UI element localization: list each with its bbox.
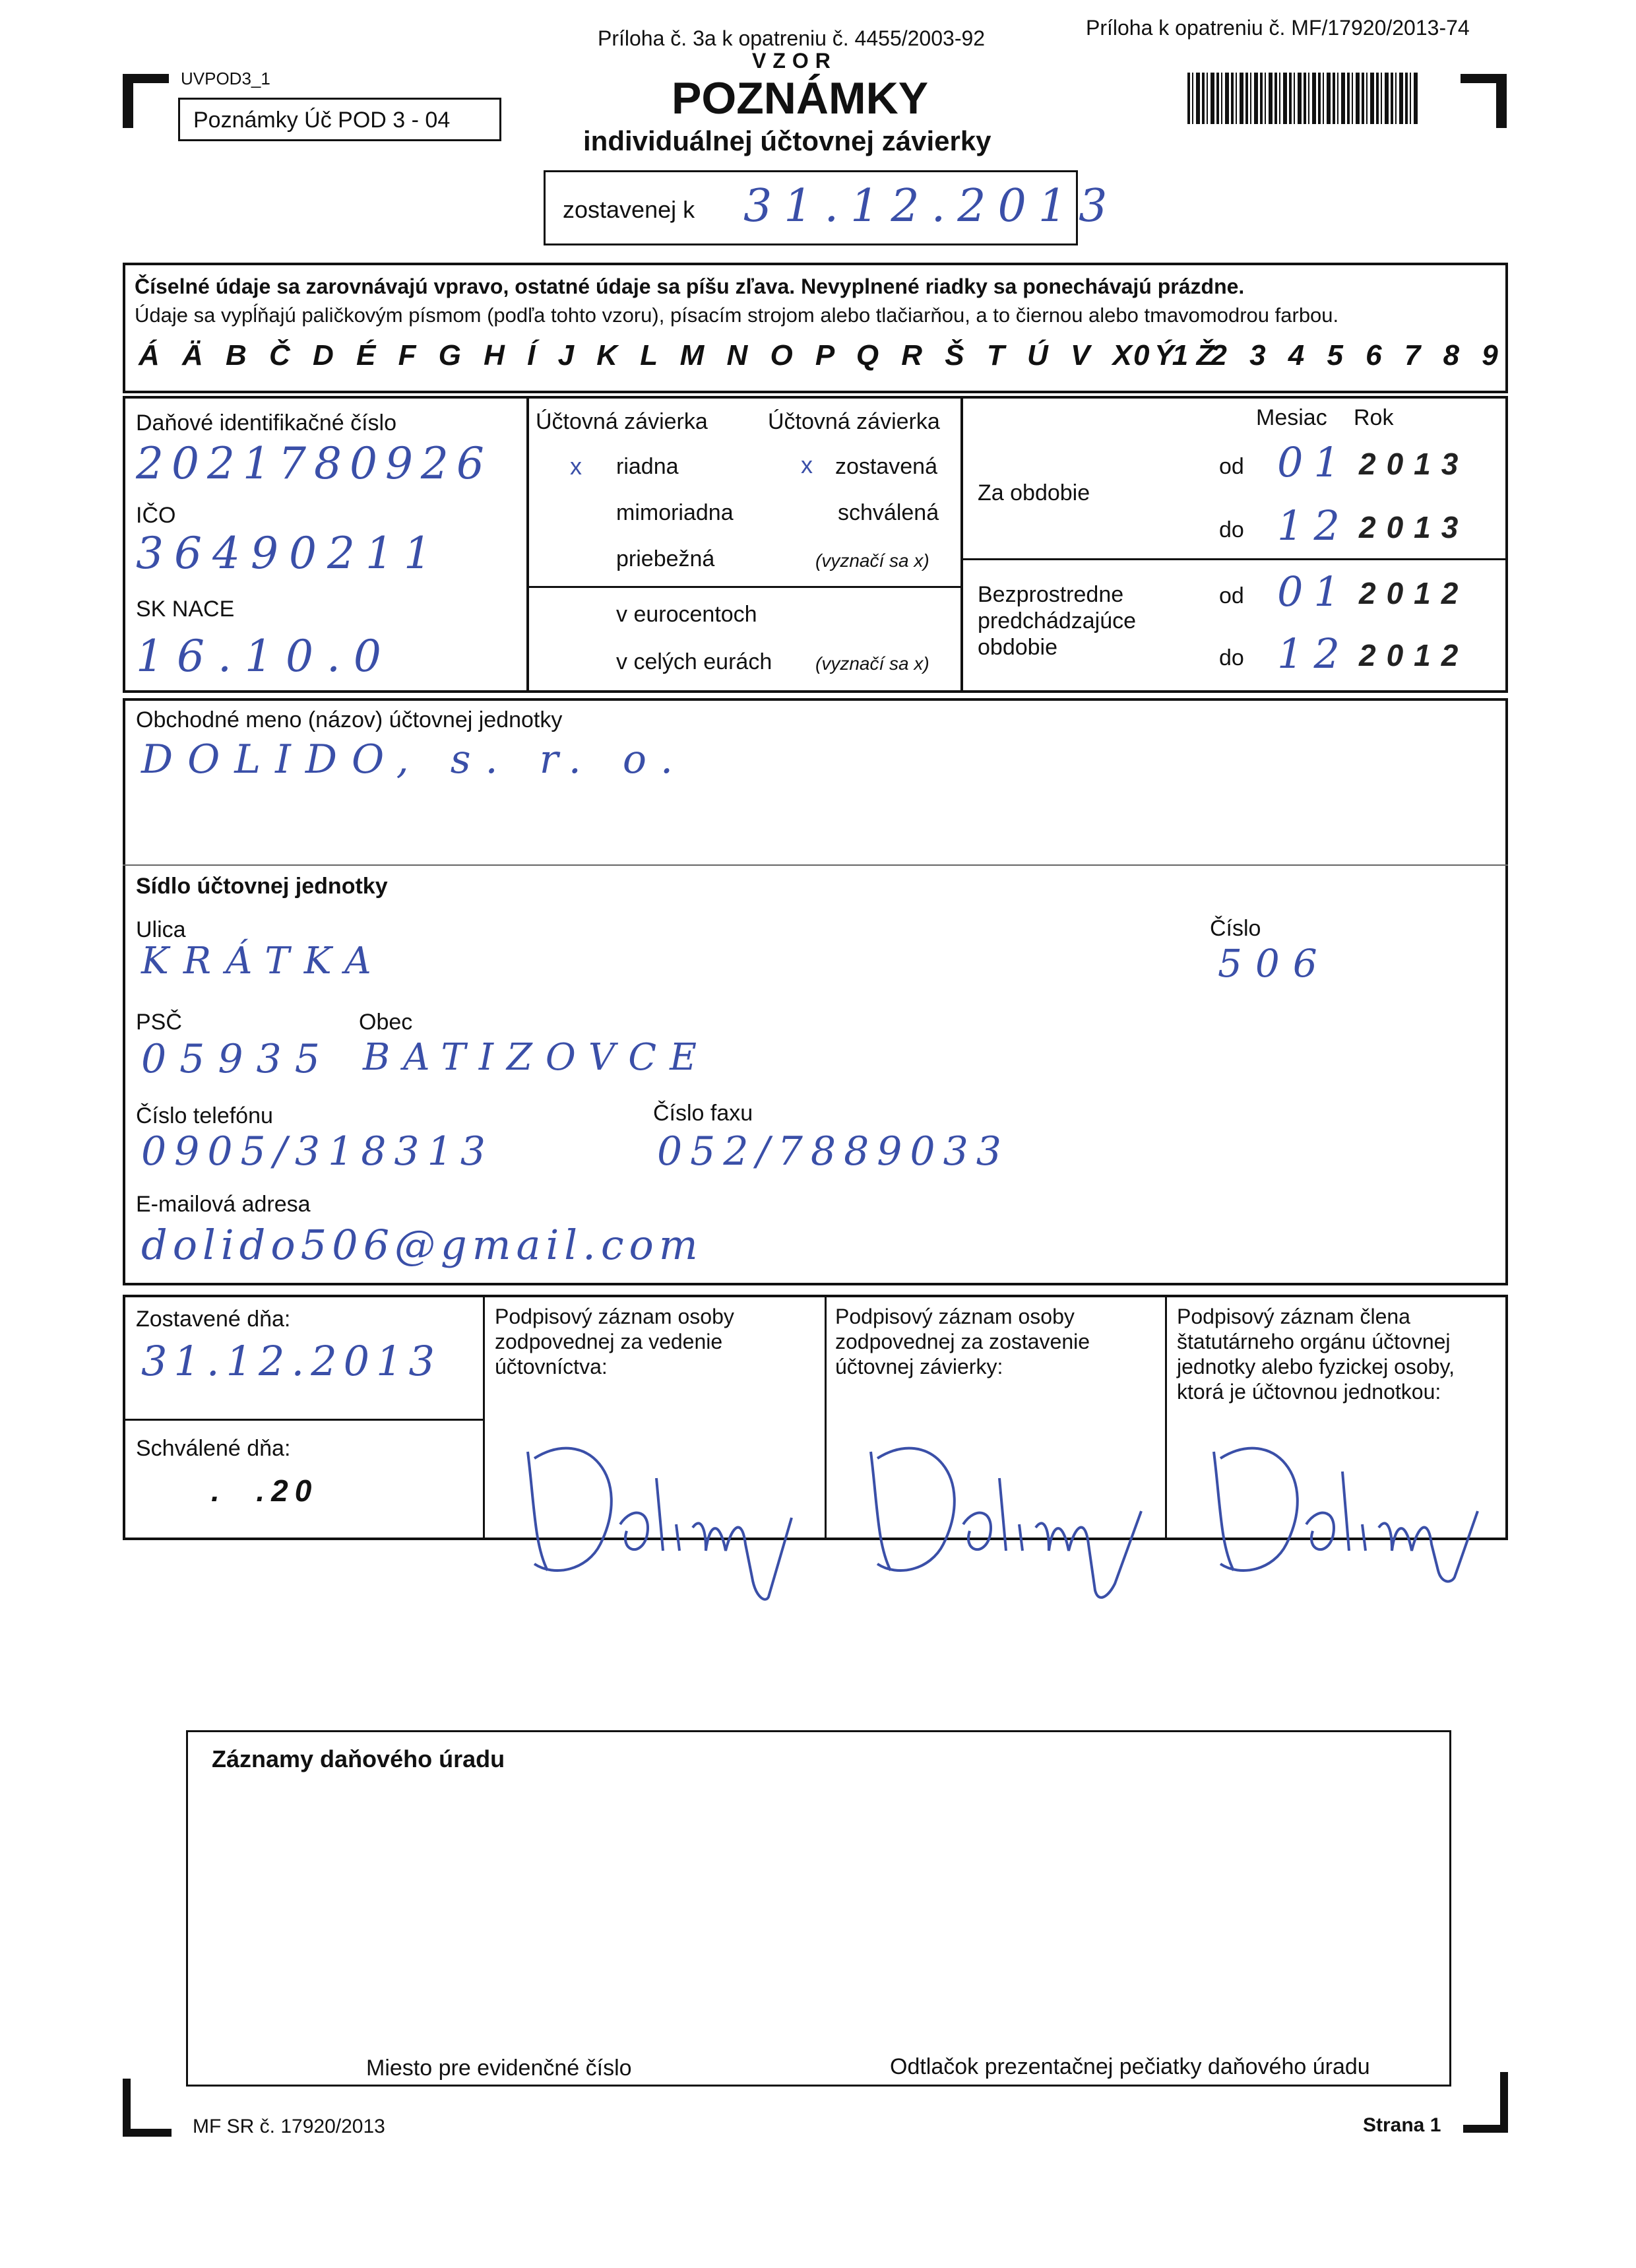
divider-h-period [960,558,1508,560]
approval-divider-v2 [825,1295,827,1540]
corner-mark-bottom-left-h [123,2129,172,2137]
city-value: BATIZOVCE [363,1036,710,1079]
approval-divider-v1 [483,1295,485,1540]
compiled-date-value: 31.12.2013 [743,180,1119,232]
phone-label: Číslo telefónu [136,1103,273,1128]
sig1-label: Podpisový záznam osoby zodpovednej za vedenie účtovníctva: [495,1305,734,1378]
year-header: Rok [1354,405,1394,430]
ico-value: 36490211 [136,528,442,579]
signature-1 [508,1399,811,1610]
divider-v2 [960,396,963,693]
divider-v1 [526,396,529,693]
company-name-value: DOLIDO, s. r. o. [141,736,688,783]
mark-note-1: (vyznačí sa x) [815,550,929,571]
company-section [123,698,1508,1285]
page-subtitle: individuálnej účtovnej závierky [583,125,991,156]
sig2-label: Podpisový záznam osoby zodpovednej za zostavenie účtovnej závierky: [835,1305,1090,1378]
priebezna-label: priebežná [616,546,715,571]
instructions-line-2: Údaje sa vypĺňajú paličkovým písmom (podľa tohto vzoru), písacím strojom alebo tlačiarňou, a to čiernou alebo tmavomodrou farbou. [135,304,1339,327]
cur-to-month: 12 [1277,502,1350,550]
closing-header-2: Účtovná závierka [768,409,940,434]
corner-mark-bottom-right-h [1463,2125,1508,2133]
eurocent-label: v eurocentoch [616,602,757,627]
number-value: 506 [1218,941,1331,986]
email-value: dolido506@gmail.com [141,1221,703,1269]
company-name-label: Obchodné meno (názov) účtovnej jednotky [136,707,563,732]
footer-left: MF SR č. 17920/2013 [193,2116,385,2137]
sample-letters: Á Ä B Č D É F G H Í J K L M N O P Q R Š T Ú V X Ý Ž [139,339,1217,372]
psc-value: 05935 [141,1036,333,1082]
cur-from-month: 01 [1277,438,1350,486]
form-name: Poznámky Úč POD 3 - 04 [193,108,451,133]
evidence-label: Miesto pre evidenčné číslo [366,2056,632,2081]
riadna-checkmark[interactable]: x [570,453,582,480]
annex-2: Príloha k opatreniu č. MF/17920/2013-74 [1086,16,1470,40]
prev-period-label-1: Bezprostredne [978,582,1124,607]
seat-label: Sídlo účtovnej jednotky [136,874,388,899]
corner-mark-top-right-h [1461,74,1507,83]
cur-od-label: od [1219,454,1244,479]
company-divider [123,864,1508,866]
number-label: Číslo [1210,916,1261,941]
prev-from-year: 2012 [1359,576,1469,610]
mark-note-2: (vyznačí sa x) [815,653,929,674]
compiled-date-box [544,170,1119,245]
page-title: POZNÁMKY [672,73,929,123]
signature-2 [851,1399,1154,1610]
tax-office-title: Záznamy daňového úradu [212,1745,505,1772]
compiled-on-value: 31.12.2013 [141,1337,441,1385]
cur-to-year: 2013 [1359,510,1469,544]
month-header: Mesiac [1256,405,1327,430]
cur-from-year: 2013 [1359,447,1469,481]
signature-3 [1194,1399,1497,1610]
prev-do-label: do [1219,645,1244,670]
mimoriadna-label: mimoriadna [616,500,734,525]
stamp-label: Odtlačok prezentačnej pečiatky daňového úradu [890,2054,1370,2079]
fax-label: Číslo faxu [653,1101,753,1126]
compiled-on-label: Zostavené dňa: [136,1307,291,1332]
nace-label: SK NACE [136,597,235,622]
approved-on-value: . .20 [211,1474,319,1508]
corner-mark-bottom-left [123,2079,131,2137]
approval-divider-h [123,1419,484,1421]
fax-value: 052/7889033 [657,1128,1009,1175]
zostavena-label: zostavená [835,454,937,479]
phone-value: 0905/318313 [141,1128,493,1175]
street-label: Ulica [136,917,186,942]
approval-divider-v3 [1165,1295,1167,1540]
cur-do-label: do [1219,517,1244,542]
email-label: E-mailová adresa [136,1192,311,1217]
tax-office-box [186,1730,1451,2087]
zostavena-checkmark[interactable]: x [801,451,813,478]
annex-1: Príloha č. 3a k opatreniu č. 4455/2003-92 [598,26,986,50]
prev-to-month: 12 [1277,630,1350,678]
nace-value: 16.10.0 [136,631,394,682]
divider-h-closing [526,586,962,588]
ico-label: IČO [136,503,176,528]
closing-header-1: Účtovná závierka [536,409,708,434]
approved-on-label: Schválené dňa: [136,1436,291,1461]
compiled-date-label: zostavenej k [563,196,695,223]
vzor-label: VZOR [752,49,837,73]
riadna-label: riadna [616,454,679,479]
prev-od-label: od [1219,583,1244,608]
street-value: KRÁTKA [141,940,386,983]
prev-to-year: 2012 [1359,638,1469,672]
footer-page-number: Strana 1 [1363,2114,1441,2136]
sample-digits: 0 1 2 3 4 5 6 7 8 9 [1133,339,1501,372]
dic-value: 2021780926 [136,438,492,489]
barcode [1187,73,1418,124]
instructions-line-1: Číselné údaje sa zarovnávajú vpravo, ostatné údaje sa píšu zľava. Nevyplnené riadky sa ponechávajú prázdne. [135,275,1245,298]
corner-mark-top-left-h [123,74,169,83]
form-name-box [178,98,501,141]
city-label: Obec [359,1010,413,1035]
current-period-label: Za obdobie [978,480,1090,505]
prev-period-label-3: obdobie [978,635,1058,660]
dic-label: Daňové identifikačné číslo [136,410,397,436]
form-code: UVPOD3_1 [181,69,270,88]
prev-from-month: 01 [1277,567,1350,616]
psc-label: PSČ [136,1010,182,1035]
instructions-box [123,263,1508,393]
prev-period-label-2: predchádzajúce [978,608,1137,633]
schvalena-label: schválená [838,500,939,525]
sig3-label: Podpisový záznam člena štatutárneho orgánu účtovnej jednotky alebo fyzickej osoby, ktorá je účtovnou jednotkou: [1177,1305,1455,1404]
corner-mark-bottom-right [1500,2072,1508,2133]
whole-euro-label: v celých eurách [616,649,772,674]
